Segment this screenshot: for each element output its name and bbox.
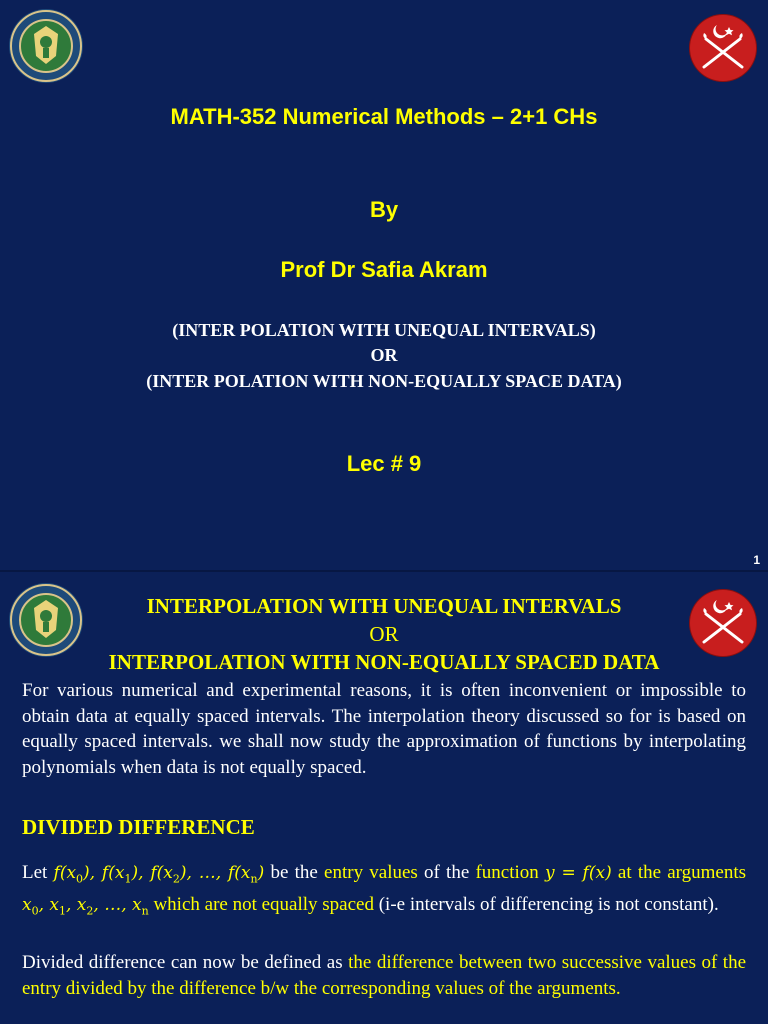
- subtitle-line-1: (INTER POLATION WITH UNEQUAL INTERVALS): [172, 320, 596, 340]
- entry-values-text: entry values: [324, 862, 418, 883]
- let-paragraph: [22, 860, 746, 924]
- subtitle-line-2: (INTER POLATION WITH NON-EQUALLY SPACE DATA): [146, 371, 622, 391]
- arguments-formula: $x_0$, $x_1$, $x_2$, …, $x_n$: [22, 894, 149, 918]
- course-title: MATH-352 Numerical Methods – 2+1 CHs: [170, 104, 598, 129]
- page-number: 1: [753, 553, 760, 567]
- heading-or: OR: [369, 622, 399, 646]
- divided-highlight: the difference between two successive values of the entry divided by the difference b/w the corresponding values of the arguments.: [22, 952, 747, 999]
- heading-line-1: INTERPOLATION WITH UNEQUAL INTERVALS: [146, 594, 622, 618]
- function-text: function: [475, 862, 539, 883]
- arguments-text: at the arguments: [617, 862, 747, 883]
- author-name: Prof Dr Safia Akram: [280, 257, 488, 282]
- army-emblem-logo: [690, 15, 756, 81]
- lecture-number: Lec # 9: [346, 451, 422, 476]
- intro-paragraph: For various numerical and experimental reasons, it is often inconvenient or impossible to obtain data at equally spaced intervals. The interpolation theory discussed so for is based on equally spaced intervals. we shall now study the approximation of functions by interpolating polynomials when data is not equally spaced.: [22, 680, 746, 778]
- divided-prefix: Divided difference can now be defined as: [22, 952, 343, 973]
- not-equally-spaced-text: which are not equally spaced: [153, 893, 374, 915]
- of-the-text: of the: [424, 862, 470, 883]
- by-label: By: [369, 197, 399, 222]
- divided-difference-paragraph: [22, 950, 746, 1001]
- subtitle-or: OR: [370, 345, 398, 365]
- heading-line-2: INTERPOLATION WITH NON-EQUALLY SPACED DATA: [108, 650, 660, 674]
- be-the-text: be the: [270, 862, 318, 883]
- let-word: Let: [22, 862, 48, 883]
- function-formula: y = f(x): [545, 863, 612, 883]
- entry-values-formula: $f(x_0)$, $f(x_1)$, $f(x_2)$, …, $f(x_n)$: [53, 863, 265, 886]
- ie-text: (i-e intervals of differencing is not constant).: [378, 893, 719, 915]
- section-heading: DIVIDED DIFFERENCE: [22, 815, 255, 839]
- slide-2: [0, 572, 768, 1024]
- college-crest-logo: [8, 8, 84, 84]
